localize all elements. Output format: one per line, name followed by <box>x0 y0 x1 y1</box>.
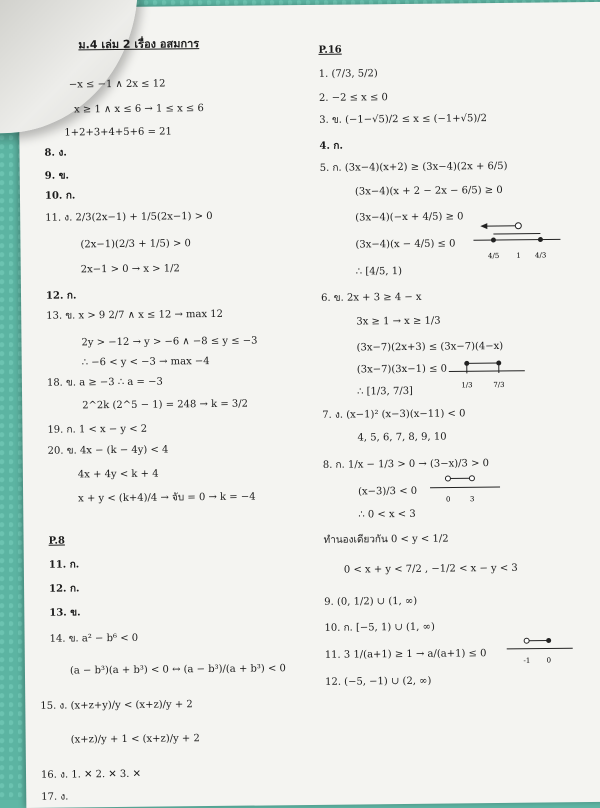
answer-p16-9: 9. (0, 1/2) ∪ (1, ∞) <box>324 596 417 609</box>
answer-p8-13: 13. ข. <box>49 607 80 619</box>
answer-p16-2: 2. −2 ≤ x ≤ 0 <box>319 92 388 105</box>
left-line: 1+2+3+4+5+6 = 21 <box>64 126 172 139</box>
right-line: ∴ 0 < x < 3 <box>358 509 416 522</box>
left-line: x ≥ 1 ∧ x ≤ 6 → 1 ≤ x ≤ 6 <box>74 103 204 116</box>
answer-20: 20. ข. 4x − (k − 4y) < 4 <box>48 444 169 457</box>
left-line: 2^2k (2^5 − 1) = 248 → k = 3/2 <box>82 399 248 413</box>
left-line: x + y < (k+4)/4 → จับ = 0 → k = −4 <box>78 492 256 506</box>
right-line: (x−3)/3 < 0 <box>358 486 417 499</box>
answer-p8-16: 16. ง. 1. ✕ 2. ✕ 3. ✕ <box>41 769 141 782</box>
answer-12: 12. ก. <box>46 290 77 302</box>
left-line: (x+z)/y + 1 < (x+z)/y + 2 <box>71 733 200 746</box>
left-line: (2x−1)(2/3 + 1/5) > 0 <box>80 238 190 251</box>
left-line: 4x + 4y < k + 4 <box>78 469 159 482</box>
tick-label: 7/3 <box>493 381 504 389</box>
left-line: −x ≤ −1 ∧ 2x ≤ 12 <box>69 78 166 91</box>
tick-label: 3 <box>470 495 475 503</box>
answer-p16-12: 12. (−5, −1) ∪ (2, ∞) <box>325 676 431 689</box>
answer-p8-11: 11. ก. <box>49 559 80 571</box>
answer-p16-8: 8. ก. 1/x − 1/3 > 0 → (3−x)/3 > 0 <box>323 458 489 472</box>
right-line: ∴ [1/3, 7/3] <box>357 386 413 399</box>
left-line: 2x−1 > 0 → x > 1/2 <box>81 263 180 276</box>
tick-label: 4/3 <box>535 251 546 259</box>
right-line: ทำนองเดียวกัน 0 < y < 1/2 <box>324 534 449 547</box>
answer-9: 9. ข. <box>45 170 69 182</box>
left-header: ม.4 เล่ม 2 เรื่อง อสมการ <box>78 38 199 51</box>
answer-p16-5: 5. ก. (3x−4)(x+2) ≥ (3x−4)(2x + 6/5) <box>320 161 508 175</box>
answer-p16-3: 3. ข. (−1−√5)/2 ≤ x ≤ (−1+√5)/2 <box>319 113 487 127</box>
number-line-q6 <box>447 355 527 401</box>
answer-p8-15: 15. ง. (x+z+y)/y < (x+z)/y + 2 <box>40 699 193 713</box>
right-line: 3x ≥ 1 → x ≥ 1/3 <box>356 316 440 329</box>
answer-11: 11. ง. 2/3(2x−1) + 1/5(2x−1) > 0 <box>45 211 213 225</box>
answer-p16-11: 11. 3 1/(a+1) ≥ 1 → a/(a+1) ≤ 0 <box>325 648 487 662</box>
answer-p16-7: 7. ง. (x−1)² (x−3)(x−11) < 0 <box>322 408 465 421</box>
section-p16: P.16 <box>318 45 341 57</box>
right-line: (3x−4)(x + 2 − 2x − 6/5) ≥ 0 <box>355 185 503 199</box>
tick-label: 4/5 <box>488 252 499 260</box>
answer-p8-17: 17. ง. <box>41 792 68 804</box>
right-line: 4, 5, 6, 7, 8, 9, 10 <box>357 432 446 445</box>
worksheet-page <box>18 2 600 808</box>
right-line: (3x−4)(−x + 4/5) ≥ 0 <box>355 211 463 224</box>
tick-label: 0 <box>446 495 451 503</box>
answer-p8-14: 14. ข. a² − b⁶ < 0 <box>50 633 139 646</box>
left-line: (a − b³)(a + b³) < 0 ↔ (a − b³)/(a + b³) < 0 <box>70 663 286 677</box>
tick-label: 1 <box>516 252 521 260</box>
right-line: (3x−7)(3x−1) ≤ 0 <box>357 364 447 377</box>
tick-label: 1/3 <box>461 381 472 389</box>
number-line-q5 <box>468 217 564 268</box>
tick-label: 0 <box>547 656 552 664</box>
answer-19: 19. ก. 1 < x − y < 2 <box>47 424 147 437</box>
section-p8: P.8 <box>49 536 65 548</box>
left-line: ∴ −6 < y < −3 → max −4 <box>82 356 210 369</box>
right-line: (3x−4)(x − 4/5) ≤ 0 <box>355 238 455 251</box>
right-line: ∴ [4/5, 1) <box>356 266 402 278</box>
answer-p16-1: 1. (7/3, 5/2) <box>319 68 378 81</box>
number-line-q8 <box>428 471 503 512</box>
right-line: (3x−7)(2x+3) ≤ (3x−7)(4−x) <box>357 341 504 355</box>
right-line: 0 < x + y < 7/2 , −1/2 < x − y < 3 <box>344 563 518 577</box>
answer-p16-6: 6. ข. 2x + 3 ≥ 4 − x <box>321 292 422 305</box>
number-line-q11 <box>505 632 575 673</box>
answer-10: 10. ก. <box>45 190 76 202</box>
tick-label: -1 <box>523 657 530 665</box>
answer-p16-10: 10. ก. [−5, 1) ∪ (1, ∞) <box>324 622 434 635</box>
answer-13: 13. ข. x > 9 2/7 ∧ x ≤ 12 → max 12 <box>46 309 223 323</box>
answer-p16-4: 4. ก. <box>319 141 343 153</box>
answer-8: 8. ง. <box>44 147 66 159</box>
answer-18: 18. ข. a ≥ −3 ∴ a = −3 <box>47 377 163 390</box>
left-line: 2y > −12 → y > −6 ∧ −8 ≤ y ≤ −3 <box>81 336 257 350</box>
answer-p8-12: 12. ก. <box>49 583 80 595</box>
